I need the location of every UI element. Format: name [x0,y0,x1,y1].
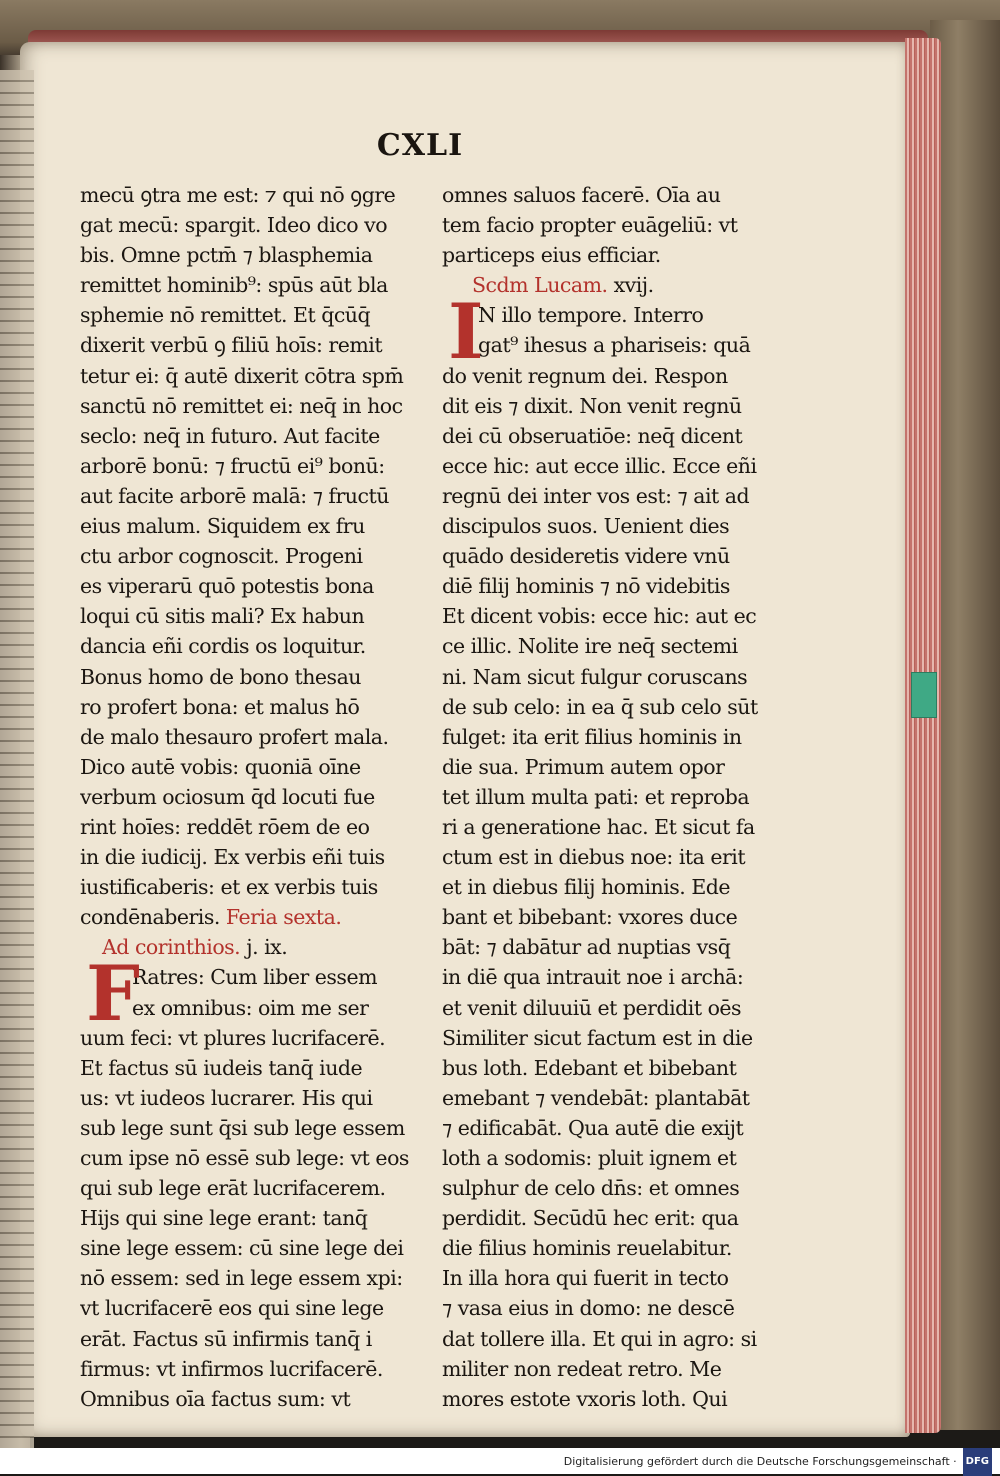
text-line: mores estote vxoris loth. Qui [442,1386,728,1411]
rubric-heading-line [442,270,772,300]
text-line: tetur ei: q̄ autē dixerit cōtra spm̄ [80,363,404,388]
lesson-block [442,287,772,1413]
text-line: de malo thesauro profert mala. [80,724,389,749]
rubric-chapter-number: xvij. [613,273,654,298]
text-line: tet illum multa pati: et reproba [442,784,750,809]
text-line: militer non redeat retro. Me [442,1356,722,1381]
text-line: Et dicent vobis: ecce hic: aut ec [442,604,757,629]
digitization-footer [0,1448,1000,1474]
text-line: ni. Nam sicut fulgur coruscans [442,664,748,689]
text-line: bus loth. Edebant et bibebant [442,1055,737,1080]
text-line: Hijs qui sine lege erant: tanq̄ [80,1206,368,1231]
footer-credit-text: Digitalisierung gefördert durch die Deutsche Forschungsgemeinschaft · [563,1455,957,1468]
text-line: sine lege essem: cū sine lege dei [80,1236,404,1261]
text-line: rint hoīes: reddēt rōem de eo [80,814,370,839]
text-line: et in diebus filij hominis. Ede [442,875,731,900]
text-line: remittet hominib⁹: spūs aūt bla [80,273,388,298]
text-line: fulget: ita erit filius hominis in [442,724,742,749]
dfg-logo: DFG [963,1448,992,1476]
text-segment: condēnaberis. [80,905,220,930]
drop-capital: I [448,287,484,377]
text-line: us: vt iudeos lucrarer. His qui [80,1085,373,1110]
text-line: vt lucrifacerē eos qui sine lege [80,1296,384,1321]
text-line: bāt: ⁊ dabātur ad nuptias vsq̄ [442,935,731,960]
text-line: nō essem: sed in lege essem xpi: [80,1266,403,1291]
text-line: sub lege sunt q̄si sub lege essem [80,1115,405,1140]
text-line: omnes saluos facerē. Oīa au [442,183,721,207]
text-line: ⁊ vasa eius in domo: ne descē [442,1296,735,1321]
text-line: sanctū nō remittet ei: neq̄ in hoc [80,393,403,418]
text-line: in die iudicij. Ex verbis eñi tuis [80,845,385,870]
text-line: eius malum. Siquidem ex fru [80,514,365,539]
text-line: bant et bibebant: vxores duce [442,905,738,930]
text-line: tem facio propter euāgeliū: vt [442,213,738,238]
text-line: do venit regnum dei. Respon [442,363,728,388]
text-line: loth a sodomis: pluit ignem et [442,1146,737,1170]
text-line: N illo tempore. Interro [478,303,704,328]
text-line: dit eis ⁊ dixit. Non venit regnū [442,393,742,418]
facing-page-edge [0,70,34,1450]
text-line: Ratres: Cum liber essem [132,965,378,990]
text-line: dei cū obseruatiōe: neq̄ dicent [442,423,743,448]
text-line: Bonus homo de bono thesau [80,664,362,689]
text-line: ro profert bona: et malus hō [80,694,360,719]
text-line: aut facite arborē malā: ⁊ fructū [80,483,389,508]
text-line: et venit diluuiū et perdidit oēs [442,995,742,1020]
text-line: ctum est in diebus noe: ita erit [442,845,746,870]
text-line: iustificaberis: et ex verbis tuis [80,875,378,900]
red-fore-edge [905,38,941,1433]
rubric-chapter-number: j. ix. [246,935,288,960]
text-line: ex omnibus: oim me ser [132,995,369,1020]
text-line: sphemie nō remittet. Et q̄cūq̄ [80,303,371,328]
text-line: Similiter sicut factum est in die [442,1025,753,1050]
text-line: Omnibus oīa factus sum: vt [80,1386,351,1411]
text-line: ri a generatione hac. Et sicut fa [442,814,755,839]
text-line [80,902,410,932]
text-line: ecce hic: aut ecce illic. Ecce eñi [442,453,757,478]
text-line: ce illic. Nolite ire neq̄ sectemi [442,634,738,659]
text-line: es viperarū quō potestis bona [80,574,374,599]
rubric-heading: Scdm Lucam. [472,273,608,298]
rubric-feria-sexta: Feria sexta. [225,905,342,930]
text-line: die sua. Primum autem opor [442,754,725,779]
text-line: in diē qua intrauit noe i archā: [442,965,744,990]
text-line: ⁊ edificabāt. Qua autē die exijt [442,1115,744,1140]
text-line: ctu arbor cognoscit. Progeni [80,544,363,569]
text-line: cum ipse nō essē sub lege: vt eos [80,1146,409,1170]
text-line: die filius hominis reuelabitur. [442,1236,732,1261]
lesson-block [80,949,410,1413]
text-line: particeps eius efficiar. [442,243,661,268]
text-line: verbum ociosum q̄d locuti fue [80,784,375,809]
text-line: sulphur de celo dn̄s: et omnes [442,1176,740,1201]
text-line: quādo desideretis videre vnū [442,544,730,569]
text-line: perdidit. Secūdū hec erit: qua [442,1206,739,1231]
text-line: Et factus sū iudeis tanq̄ iude [80,1055,363,1080]
text-line: In illa hora qui fuerit in tecto [442,1266,729,1291]
text-line: uum feci: vt plures lucrifacerē. [80,1025,386,1050]
left-text-column [80,180,410,1414]
text-line: dixerit verbū ꝯ filiū hoīs: remit [80,333,383,358]
right-text-column [442,180,772,1414]
text-line: Dico autē vobis: quoniā oīne [80,754,361,779]
text-line: de sub celo: in ea q̄ sub celo sūt [442,694,758,719]
text-line: seclo: neq̄ in futuro. Aut facite [80,423,380,448]
text-line: qui sub lege erāt lucrifacerem. [80,1176,386,1201]
green-page-marker [911,672,937,718]
text-line: emebant ⁊ vendebāt: plantabāt [442,1085,750,1110]
text-line: loqui cū sitis mali? Ex habun [80,604,365,629]
text-line: erāt. Factus sū infirmis tanq̄ i [80,1326,372,1351]
text-line: dancia eñi cordis os loquitur. [80,634,366,659]
text-line: gat⁹ ihesus a phariseis: quā [478,333,751,358]
text-line: gat mecū: spargit. Ideo dico vo [80,213,388,238]
text-line: dat tollere illa. Et qui in agro: si [442,1326,757,1351]
text-line: discipulos suos. Uenient dies [442,514,730,539]
text-line: arborē bonū: ⁊ fructū ei⁹ bonū: [80,453,385,478]
rubric-heading: Ad corinthios. [102,935,241,960]
text-line: firmus: vt infirmos lucrifacerē. [80,1356,383,1381]
folio-number: CXLI [376,128,464,163]
text-line: mecū ꝯtra me est: ⁊ qui nō ꝯgre [80,183,396,207]
text-line: regnū dei inter vos est: ⁊ ait ad [442,483,750,508]
drop-capital: F [86,949,140,1039]
text-line: bis. Omne pctm̄ ⁊ blasphemia [80,243,373,268]
text-line: diē filij hominis ⁊ nō videbitis [442,574,730,599]
